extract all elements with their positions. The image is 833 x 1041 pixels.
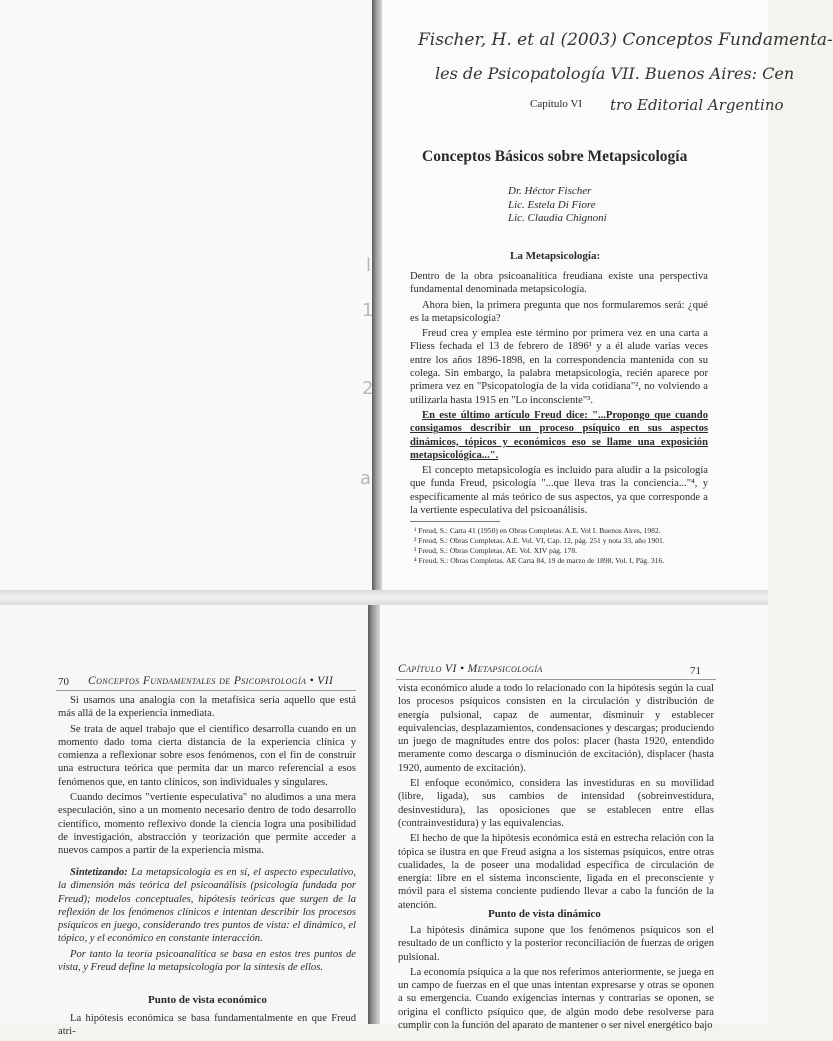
paragraph: Se trata de aquel trabajo que el científico desarrolla cuando en un momento dado toma cierta distancia de la experiencia clínica y comienza a reflexionar sobre esos fenómenos, con el fin de construir una estructura teórica que permita dar un marco referencial a esos fenómenos que, en tanto clínicos, son individuales y singulares. [58,723,356,788]
author: Lic. Estela Di Fiore [508,198,596,211]
margin-mark: l [366,255,372,276]
book-spine-shadow-bottom [368,605,380,1024]
paragraph: El concepto metapsicología es incluido para aludir a la psicología que funda Freud, psicología "...que lleva tras la conciencia..."⁴, y específicamente al más teórico de sus aspectos, ya que corresponde a la vertiente especulativa del psicoanálisis. [410,465,708,517]
paragraph: El hecho de que la hipótesis económica está en estrecha relación con la tópica se ilustra en que Freud asigna a los sistemas psíquicos, entre otras cualidades, la de poseer una modalidad específica de circulación de energía: libre en el sistema inconsciente, ligada en el preconsciente y móvil para el sistema conciente pudiendo llevar a cabo la función de la atención. [398,833,714,911]
running-head: Capítulo VI • Metapsicología [398,663,543,675]
paragraph: Dentro de la obra psicoanalítica freudiana existe una perspectiva fundamental denominada metapsicología. [410,271,708,296]
page-separator [0,590,768,605]
summary-label: Sintetizando: [70,867,128,878]
margin-mark: 2 [362,378,374,399]
handwritten-citation-line-3: tro Editorial Argentino [610,96,784,114]
header-rule [56,690,356,691]
footnote-rule [410,521,500,522]
running-head: Conceptos Fundamentales de Psicopatología • VII [88,675,334,687]
page-number: 70 [58,676,69,688]
page-number: 71 [690,665,701,677]
chapter-body [410,270,708,519]
author: Dr. Héctor Fischer [508,185,592,197]
footnote: ⁴ Freud, S.: Obras Completas. AE Carta 84, 19 de marzo de 1898, Vol. I, Pág. 316. [414,556,665,565]
section-heading: Punto de vista dinámico [488,908,601,920]
summary-paragraph [58,866,356,946]
footnote: ² Freud, S.: Obras Completas. A.E. Vol. VI, Cap. 12, pág. 251 y nota 33, año 1901. [414,536,665,545]
authors [508,185,607,226]
page-71-body [398,682,714,914]
paragraph: Cuando decimos "vertiente especulativa" no aludimos a una mera especulación, sino a un momento necesario dentro de todo desarrollo científico, momento reflexivo donde la ciencia logra una posibilidad de investigación, abstracción y teorización que permite acceder a nuevos campos a partir de la experiencia misma. [58,792,356,857]
margin-mark: a [360,468,372,489]
book-spine-shadow-top [372,0,382,598]
summary-paragraph: Por tanto la teoría psicoanalítica se basa en estos tres puntos de vista, y Freud define la metapsicología por la síntesis de ellos. [58,948,356,974]
handwritten-citation-line-1: Fischer, H. et al (2003) Conceptos Fundamenta- [418,30,833,50]
summary-block [58,866,356,976]
footnote: ³ Freud, S.: Obras Completas. AE. Vol. XIV pág. 178. [414,546,578,555]
chapter-label: Capítulo VI [530,98,583,110]
blank-left-page [0,0,372,590]
footnotes [414,526,714,566]
paragraph: La hipótesis económica se basa fundamentalmente en que Freud atri- [58,1013,356,1038]
header-rule [396,679,716,680]
section-heading: Punto de vista económico [148,994,267,1006]
margin-mark: 1 [362,300,374,321]
footnote: ¹ Freud, S.: Carta 41 (1950) en Obras Completas. A.E. Vol I. Buenos Aires, 1982. [414,526,661,535]
page-70-last [58,1012,356,1041]
paragraph: Ahora bien, la primera pregunta que nos formularemos será: ¿qué es la metapsicología? [410,299,708,324]
paragraph: Freud crea y emplea este término por primera vez en una carta a Fliess fechada el 13 de febrero de 1896¹ y a él alude varias veces entre los años 1896-1898, en la correspondencia mantenida con su colega. Sin embargo, la palabra metapsicología, recién aparece por primera vez en "Psicopatología de la vida cotidiana"², no volviendo a utilizarla hasta 1915 en "Lo inconsciente"³. [410,328,708,406]
paragraph: La hipótesis dinámica supone que los fenómenos psíquicos son el resultado de un conflicto y la posterior reconciliación de fuerzas de origen pulsional. [398,925,714,963]
author: Lic. Claudia Chignoni [508,212,607,224]
handwritten-citation-line-2: les de Psicopatología VII. Buenos Aires: Cen [435,64,795,83]
paragraph: El enfoque económico, considera las investiduras en su movilidad (libre, ligada), sus cambios de intensidad (sobreinvestidura, desinvestidura), las oposiciones que se establecen entre ellas (contrainvestidura) y las equivalencias. [398,778,714,829]
paragraph: La economía psíquica a la que nos referimos anteriormente, se juega en un campo de fuerzas en el que unas intentan expresarse y otras se oponen a su emergencia. Cuando exigencias internas y contrarias se oponen, se origina el conflicto psíquico que, de algún modo debe resolverse para cumplir con la función del aparato de mantener o ser nivel energético bajo [398,966,714,1032]
paragraph: Si usamos una analogía con la metafísica sería aquello que está más allá de la experiencia inmediata. [58,695,356,720]
page-71-body-2 [398,924,714,1034]
quote-paragraph: En este último artículo Freud dice: "...Propongo que cuando consigamos describir un proceso psíquico en sus aspectos dinámicos, tópicos y económicos eso se llame una exposición metapsicológica...". [410,409,708,461]
summary-text: La metapsicología es en sí, el aspecto especulativo, la dimensión más teórica del psicoanálisis (psicología fundada por Freud); modelos conceptuales, hipótesis teóricas que surgen de la reflexión de los fenómenos clínicos e intentan describir los procesos psíquicos en juego, considerando tres puntos de vista: el dinámico, el tópico, y el económico en constante interacción. [58,867,356,945]
page-70-body [58,694,356,860]
chapter-title: Conceptos Básicos sobre Metapsicología [422,148,688,165]
section-heading: La Metapsicología: [510,250,601,262]
paragraph: vista económico alude a todo lo relacionado con la hipótesis según la cual los procesos psíquicos consisten en la circulación y distribución de energía pulsional, capaz de aumentar, disminuir y establecer equivalencias, desplazamientos, condensaciones y descargas; produciendo un juego de magnitudes entre dos polos: placer (hasta 1920, entendido meramente como descarga o disminución de excitación), displacer (hasta 1920, aumento de excitación). [398,683,714,774]
